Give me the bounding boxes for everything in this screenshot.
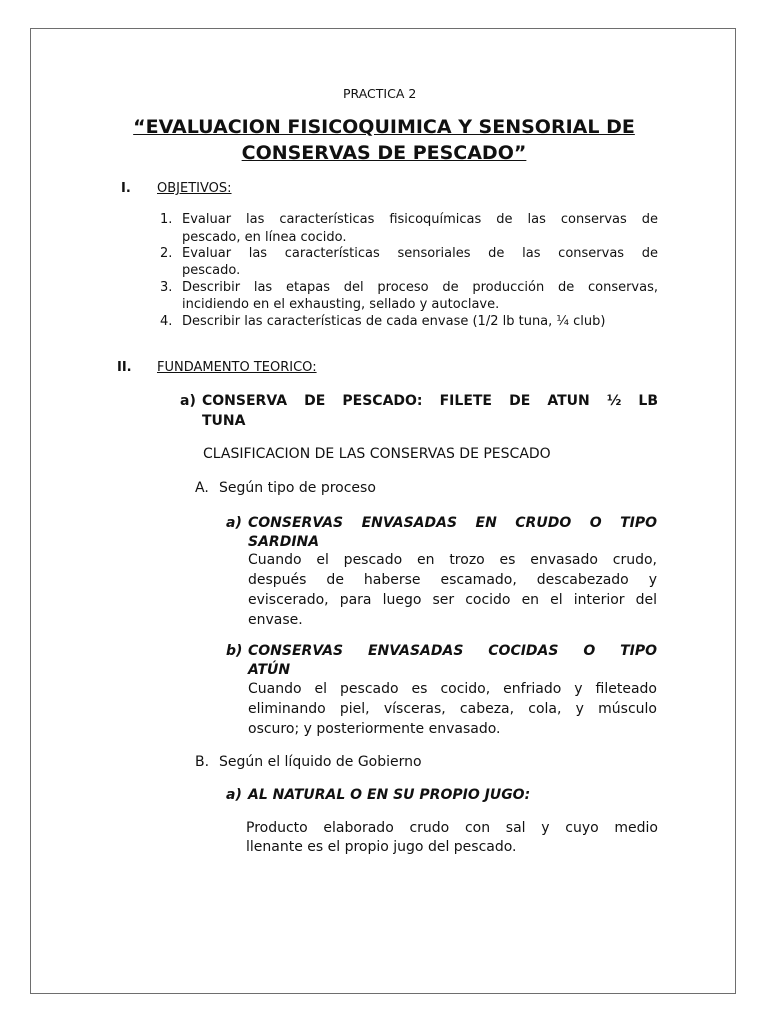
item-mark: a) [226, 515, 242, 531]
item-body-line: eviscerado, para luego ser cocido en el interior del [248, 592, 657, 608]
practice-label: PRACTICA 2 [343, 86, 417, 101]
item-body-line: Cuando el pescado es cocido, enfriado y fileteado [248, 681, 657, 697]
objective-line: incidiendo en el exhausting, sellado y autoclave. [182, 297, 500, 312]
objective-line: pescado. [182, 263, 241, 278]
objective-number: 1. [160, 212, 173, 227]
item-body-line: Cuando el pescado en trozo es envasado crudo, [248, 552, 657, 568]
item-heading-line: AL NATURAL O EN SU PROPIO JUGO: [248, 787, 531, 803]
section-number: I. [121, 181, 131, 196]
item-body-line: Producto elaborado crudo con sal y cuyo medio [246, 820, 658, 836]
item-heading-line: ATÚN [248, 662, 291, 678]
section-label: FUNDAMENTO TEORICO: [157, 360, 317, 375]
item-body-line: llenante es el propio jugo del pescado. [246, 839, 517, 855]
classification-heading: CLASIFICACION DE LAS CONSERVAS DE PESCADO [203, 446, 551, 462]
document-title-line1: “EVALUACION FISICOQUIMICA Y SENSORIAL DE [133, 116, 635, 138]
group-mark: B. [195, 754, 210, 770]
item-heading-line: CONSERVAS ENVASADAS EN CRUDO O TIPO [248, 515, 657, 531]
objective-number: 2. [160, 246, 173, 261]
subsection-heading-line: TUNA [202, 413, 246, 429]
objective-line: Describir las características de cada envase (1/2 lb tuna, ¼ club) [182, 314, 606, 329]
section-number: II. [117, 360, 132, 375]
section-fundamentals-heading [117, 360, 317, 375]
item-body-line: eliminando piel, vísceras, cabeza, cola, y músculo [248, 701, 657, 717]
objective-line: Describir las etapas del proceso de producción de conservas, [182, 280, 658, 295]
section-label: OBJETIVOS: [157, 181, 232, 196]
item-mark: a) [226, 787, 242, 803]
section-objectives-heading [121, 181, 232, 196]
objective-number: 3. [160, 280, 173, 295]
group-b-heading [195, 752, 422, 772]
group-mark: A. [195, 480, 209, 496]
item-heading-line: SARDINA [248, 534, 320, 550]
group-label: Según tipo de proceso [219, 480, 376, 496]
group-a-heading [195, 478, 376, 498]
objective-line: Evaluar las características sensoriales de las conservas de [182, 246, 658, 261]
subsection-heading-line: CONSERVA DE PESCADO: FILETE DE ATUN ½ LB [202, 393, 658, 409]
objective-line: Evaluar las características fisicoquímicas de las conservas de [182, 212, 658, 227]
item-body-line: después de haberse escamado, descabezado y [248, 572, 657, 588]
group-label: Según el líquido de Gobierno [219, 754, 422, 770]
objective-number: 4. [160, 314, 173, 329]
subsection-mark: a) [180, 393, 196, 409]
item-body-line: oscuro; y posteriormente envasado. [248, 721, 501, 737]
item-heading-line: CONSERVAS ENVASADAS COCIDAS O TIPO [248, 643, 657, 659]
item-body-line: envase. [248, 612, 303, 628]
objective-line: pescado, en línea cocido. [182, 230, 347, 245]
document-title-line2: CONSERVAS DE PESCADO” [241, 142, 527, 164]
item-mark: b) [226, 643, 243, 659]
